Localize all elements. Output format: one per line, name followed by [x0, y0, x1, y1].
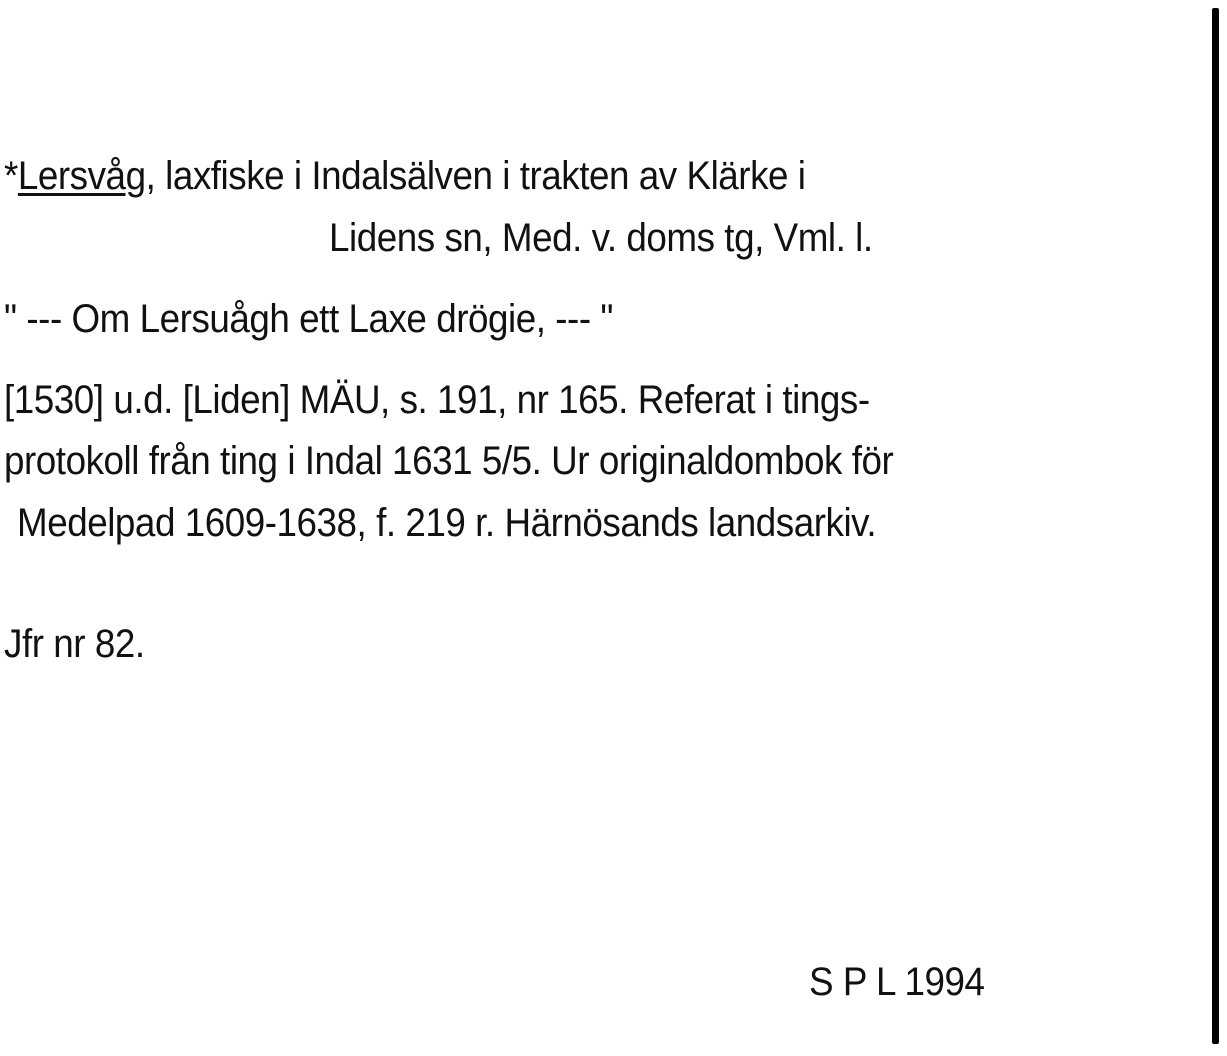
- entry-description: , laxfiske i Indalsälven i trakten av Klärke i: [145, 154, 806, 198]
- entry-line-2: Lidens sn, Med. v. doms tg, Vml. l.: [329, 216, 873, 260]
- entry-headword: Lersvåg: [17, 154, 146, 198]
- entry-asterisk: *: [4, 154, 18, 198]
- reference-line: Jfr nr 82.: [4, 622, 145, 666]
- signature: S P L 1994: [809, 960, 985, 1004]
- entry-line-1: [4, 152, 806, 200]
- source-line-2: protokoll från ting i Indal 1631 5/5. Ur originaldombok för: [4, 439, 894, 483]
- source-line-3: Medelpad 1609-1638, f. 219 r. Härnösands landsarkiv.: [17, 501, 877, 545]
- card-edge-bar: [1212, 8, 1219, 1044]
- quote-line: " --- Om Lersuågh ett Laxe drögie, --- ": [4, 297, 614, 341]
- source-line-1: [1530] u.d. [Liden] MÄU, s. 191, nr 165. Referat i tings-: [4, 378, 870, 422]
